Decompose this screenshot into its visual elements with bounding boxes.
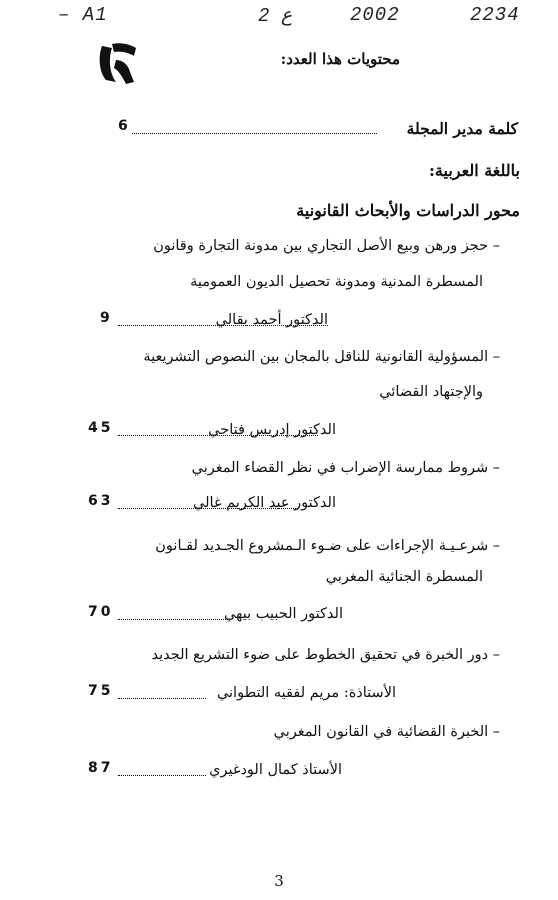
entry-author: الأستاذة: مريم لفقيه التطواني — [216, 685, 396, 701]
entry-title-line: – شرعـيـة الإجراءات على ضـوء الـمشروع الجـديد لقـانون — [155, 538, 500, 554]
handwritten-reference: 2234 — [470, 4, 520, 26]
entry-page: 87 — [88, 760, 114, 776]
entry-title-line: – شروط ممارسة الإضراب في نظر القضاء المغربي — [191, 460, 500, 476]
entry-title-line: – حجز ورهن وبيع الأصل التجاري بين مدونة التجارة وقانون — [153, 238, 500, 254]
leader-dots — [118, 435, 318, 436]
entry-page: 70 — [88, 604, 114, 620]
entry-page: 63 — [88, 493, 114, 509]
toc-heading: محتويات هذا العدد: — [280, 50, 400, 68]
leader-dots — [118, 775, 206, 776]
section-arabic-heading: باللغة العربية: — [429, 161, 520, 180]
entry-title-line: والإجتهاد القضائي — [379, 384, 483, 400]
entry-title-line: – المسؤولية القانونية للناقل بالمجان بين النصوص التشريعية — [143, 349, 500, 365]
director-word-page: 6 — [118, 118, 131, 134]
leader-dots — [118, 508, 298, 509]
entry-title-line: المسطرة المدنية ومدونة تحصيل الديون العمومية — [190, 274, 483, 290]
handwritten-code-a1: – A1 — [58, 4, 108, 26]
leader-dots — [118, 619, 230, 620]
director-word-title: كلمة مدير المجلة — [406, 119, 518, 138]
leader-dots — [118, 698, 206, 699]
leader-dots — [118, 325, 328, 326]
axis-title: محور الدراسات والأبحاث القانونية — [296, 201, 520, 220]
handwritten-issue-number: 2 ع — [258, 5, 293, 27]
entry-author: الدكتور إدريس فتاحي — [208, 422, 336, 438]
leader-dots — [132, 133, 377, 134]
entry-author: الأستاذ كمال الودغيري — [209, 762, 342, 778]
entry-page: 75 — [88, 683, 114, 699]
entry-title-line: – الخبرة القضائية في القانون المغربي — [273, 724, 500, 740]
entry-author: الدكتور أحمد بقالي — [215, 312, 328, 328]
entry-author: الدكتور عبد الكريم غالي — [193, 495, 336, 511]
entry-author: الدكتور الحبيب بيهي — [223, 606, 343, 622]
entry-title-line: المسطرة الجنائية المغربي — [325, 569, 483, 585]
entry-page: 45 — [88, 420, 114, 436]
handwritten-year: 2002 — [350, 4, 400, 26]
footer-page-number: 3 — [274, 872, 284, 890]
library-stamp-mark — [96, 38, 142, 86]
entry-title-line: – دور الخبرة في تحقيق الخطوط على ضوء التشريع الجديد — [151, 647, 500, 663]
entry-page: 9 — [100, 310, 113, 326]
